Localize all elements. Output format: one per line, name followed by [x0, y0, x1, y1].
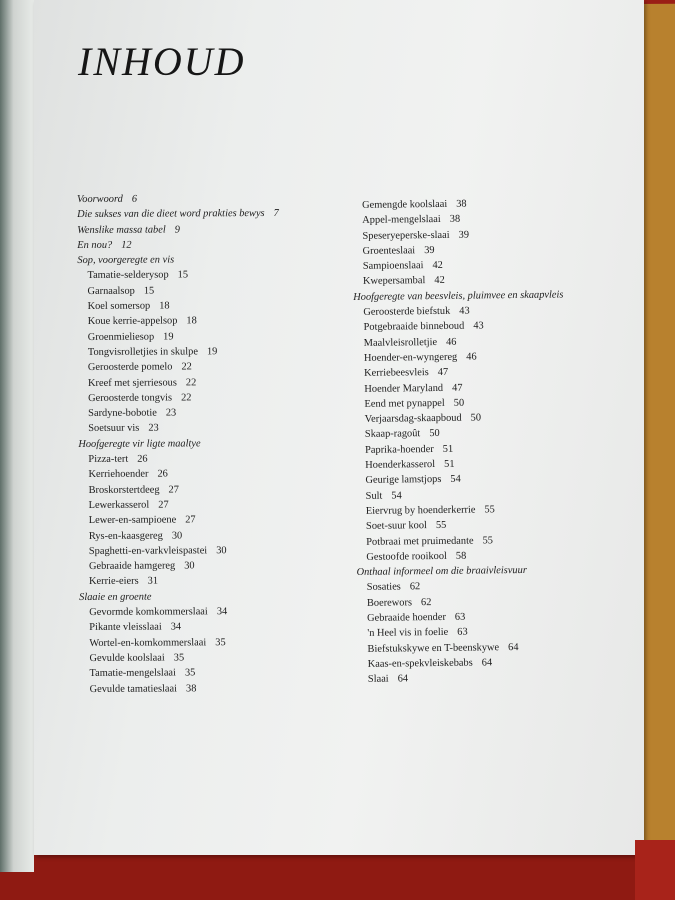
toc-entry-title: Geroosterde pomelo — [87, 361, 173, 374]
toc-page-number: 30 — [216, 545, 227, 557]
toc-page-number: 27 — [168, 484, 179, 496]
table-surface — [0, 855, 675, 900]
toc-entry-title: Gevulde koolslaai — [89, 652, 165, 664]
toc-entry-title: Gemengde koolslaai — [362, 198, 448, 211]
toc-page-number: 15 — [143, 285, 155, 297]
toc-entry-title: Skaap-ragoût — [364, 428, 421, 441]
toc-entry — [79, 573, 281, 589]
book-spine-edge — [0, 0, 34, 872]
toc-page-number: 55 — [435, 520, 447, 532]
toc-entry — [78, 375, 280, 391]
toc-page-number: 22 — [181, 392, 192, 404]
toc-entry-title: Lewerkasserol — [88, 499, 150, 511]
toc-page-number: 55 — [482, 534, 493, 546]
toc-page-number: 47 — [452, 382, 463, 394]
toc-entry-title: Die sukses van die dieet word prakties bewys — [77, 208, 265, 221]
toc-entry-title: Maalvleisrolletjie — [363, 336, 438, 349]
toc-page-number: 31 — [147, 576, 159, 588]
toc-page-number: 54 — [450, 474, 461, 486]
toc-entry — [79, 650, 281, 666]
toc-entry-title: Soet-suur kool — [365, 520, 427, 533]
toc-entry-title: Broskorstertdeeg — [88, 484, 160, 496]
toc-entry-title: Geroosterde biefstuk — [363, 305, 451, 318]
toc-page-number: 9 — [174, 224, 180, 236]
toc-entry-title: Appel-mengelslaai — [362, 214, 441, 227]
toc-entry-title: Tamatie-mengelslaai — [89, 667, 176, 680]
toc-page-number: 63 — [457, 626, 468, 639]
toc-page-number: 63 — [454, 611, 466, 623]
toc-entry-title: Hoofgeregte vir ligte maaltye — [78, 438, 201, 450]
toc-entry-title: Sop, voorgeregte en vis — [77, 254, 175, 267]
toc-entry — [78, 359, 280, 375]
toc-entry — [79, 527, 281, 543]
toc-section-heading — [77, 252, 279, 268]
toc-page-number: 42 — [434, 275, 445, 287]
toc-page-number: 26 — [137, 453, 148, 465]
toc-entry — [77, 267, 279, 283]
toc-entry-title: Hoofgeregte van beesvleis, pluimvee en skaapvleis — [353, 289, 564, 303]
toc-entry — [79, 665, 281, 681]
toc-page-number: 43 — [459, 305, 470, 317]
toc-page-number: 51 — [442, 443, 454, 455]
toc-entry-title: En nou? — [77, 239, 113, 251]
toc-page-number: 35 — [173, 652, 185, 664]
toc-page-number: 38 — [456, 198, 467, 210]
toc-entry-title: Sult — [365, 490, 383, 502]
toc-entry-title: Kwepersambal — [362, 275, 426, 288]
toc-section-heading — [77, 191, 279, 207]
toc-right-column — [352, 195, 568, 687]
toc-entry-title: Sardyne-bobotie — [88, 407, 157, 420]
toc-page-number: 62 — [420, 596, 432, 608]
toc-entry-title: Sosaties — [366, 581, 401, 594]
toc-page-number: 62 — [409, 581, 421, 593]
toc-entry-title: Rys-en-kaasgereg — [88, 530, 163, 542]
toc-page-number: 38 — [185, 682, 197, 694]
toc-entry-title: Lewer-en-sampioene — [88, 514, 177, 527]
toc-page-number: 18 — [159, 300, 170, 312]
toc-entry-title: Kerrie-eiers — [89, 576, 139, 588]
toc-page-number: 22 — [181, 361, 192, 373]
toc-page-number: 27 — [185, 514, 196, 526]
toc-entry-title: Speseryeperske-slaai — [362, 229, 450, 242]
toc-entry-title: Geurige lamstjops — [365, 474, 442, 487]
toc-entry-title: Paprika-hoender — [365, 443, 434, 456]
toc-entry-title: Slaai — [367, 673, 389, 686]
toc-page-number: 55 — [484, 504, 495, 516]
toc-entry-title: Potbraai met pruimedante — [366, 535, 474, 548]
toc-entry-title: Groenteslaai — [362, 245, 416, 257]
toc-page-number: 50 — [470, 412, 482, 424]
toc-page-number: 23 — [148, 423, 159, 435]
toc-entry-title: Kreef met sjerriesous — [87, 377, 177, 389]
toc-entry — [79, 543, 281, 559]
toc-page-number: 23 — [165, 407, 177, 419]
toc-section-heading — [77, 206, 279, 222]
toc-page-number: 50 — [429, 428, 440, 440]
toc-page-number: 15 — [177, 269, 189, 281]
toc-entry-title: 'n Heel vis in foelie — [367, 627, 449, 640]
toc-entry — [79, 512, 281, 528]
toc-entry-title: Gebraaide hamgereg — [88, 560, 176, 573]
toc-page-number: 50 — [453, 397, 465, 409]
toc-page-number: 51 — [444, 458, 455, 470]
toc-entry-title: Groenmieliesop — [87, 331, 155, 343]
toc-entry — [78, 405, 280, 421]
toc-page-number: 43 — [473, 320, 484, 332]
toc-page-number: 46 — [445, 336, 457, 348]
toc-left-column — [77, 191, 281, 697]
contents-page — [34, 0, 644, 855]
toc-page-number: 39 — [424, 244, 435, 257]
toc-page-number: 54 — [391, 490, 402, 502]
toc-page-number: 38 — [449, 213, 461, 226]
toc-entry-title: Koue kerrie-appelsop — [87, 315, 178, 328]
toc-entry-title: Gestoofde rooikool — [366, 550, 447, 563]
toc-page-number: 30 — [171, 529, 183, 542]
toc-entry-title: Gevormde komkommerslaai — [89, 606, 208, 618]
toc-page-number: 47 — [437, 367, 449, 379]
page-title: INHOUD — [78, 39, 246, 84]
toc-page-number: 39 — [458, 229, 470, 241]
toc-page-number: 42 — [432, 260, 443, 272]
toc-entry — [79, 604, 281, 620]
toc-section-heading — [78, 436, 280, 452]
toc-entry-title: Tongvisrolletjies in skulpe — [87, 346, 198, 358]
toc-page-number: 7 — [273, 208, 279, 220]
toc-entry — [78, 420, 280, 436]
toc-page-number: 18 — [186, 315, 197, 327]
toc-entry — [78, 451, 280, 467]
toc-section-heading — [79, 589, 281, 605]
toc-entry-title: Gevulde tamatieslaai — [89, 682, 178, 695]
toc-entry — [79, 635, 281, 651]
toc-entry-title: Pizza-tert — [88, 453, 129, 465]
toc-entry-title: Slaaie en groente — [79, 591, 152, 603]
toc-entry — [78, 313, 280, 329]
toc-entry — [78, 344, 280, 360]
toc-page-number: 30 — [184, 560, 195, 572]
toc-entry-title: Kaas-en-spekvleiskebabs — [367, 657, 473, 670]
toc-entry — [78, 329, 280, 345]
toc-entry-title: Garnaalsop — [87, 285, 135, 297]
toc-entry — [78, 390, 280, 406]
toc-page-number: 35 — [215, 636, 226, 648]
toc-entry-title: Potgebraaide binneboud — [363, 321, 465, 334]
toc-page-number: 22 — [185, 376, 197, 388]
toc-page-number: 64 — [397, 673, 409, 685]
toc-page-number: 34 — [216, 606, 228, 618]
toc-entry — [80, 680, 282, 696]
toc-entry-title: Kerriebeesvleis — [364, 367, 429, 380]
toc-entry-title: Pikante vleisslaai — [89, 621, 162, 634]
toc-page-number: 6 — [131, 193, 138, 205]
toc-entry — [79, 558, 281, 574]
toc-entry-title: Kerriehoender — [88, 468, 149, 481]
toc-entry-title: Spaghetti-en-varkvleispastei — [88, 545, 208, 557]
toc-entry-title: Wortel-en-komkommerslaai — [89, 636, 207, 649]
toc-page-number: 34 — [170, 621, 182, 633]
toc-entry-title: Eiervrug by hoenderkerrie — [365, 504, 476, 517]
toc-entry-title: Eend met pynappel — [364, 397, 445, 410]
toc-entry-title: Wenslike massa tabel — [77, 224, 166, 236]
background-corner — [635, 840, 675, 900]
toc-entry-title: Sampioenslaai — [362, 260, 424, 273]
toc-entry — [79, 482, 281, 498]
toc-entry — [78, 298, 280, 314]
toc-section-heading — [353, 287, 563, 305]
toc-page-number: 19 — [206, 346, 218, 358]
toc-entry — [77, 283, 279, 299]
toc-entry-title: Gebraaide hoender — [367, 611, 446, 624]
toc-page-number: 12 — [121, 239, 132, 251]
toc-entry-title: Geroosterde tongvis — [88, 392, 173, 404]
toc-entry-title: Boerewors — [366, 597, 413, 609]
toc-section-heading — [77, 237, 279, 253]
toc-page-number: 58 — [455, 550, 467, 562]
toc-entry — [358, 670, 568, 688]
toc-entry-title: Hoender-en-wyngereg — [363, 351, 458, 364]
toc-entry-title: Hoender Maryland — [364, 382, 444, 395]
toc-page-number: 27 — [158, 499, 169, 511]
toc-entry-title: Soetsuur vis — [88, 423, 140, 435]
toc-entry-title: Voorwoord — [77, 193, 123, 205]
toc-page-number: 64 — [508, 641, 519, 653]
toc-entry-title: Verjaarsdag-skaapboud — [364, 412, 462, 426]
toc-page-number: 35 — [184, 667, 196, 679]
toc-entry-title: Biefstukskywe en T-beenskywe — [367, 641, 500, 655]
toc-page-number: 64 — [481, 657, 493, 669]
toc-entry-title: Tamatie-selderysop — [87, 270, 169, 282]
toc-section-heading — [77, 222, 279, 238]
toc-entry-title: Onthaal informeel om die braaivleisvuur — [356, 565, 527, 579]
toc-entry-title: Koel somersop — [87, 300, 151, 313]
toc-entry — [78, 466, 280, 482]
toc-entry-title: Hoenderkasserol — [365, 459, 436, 471]
toc-page-number: 26 — [157, 468, 168, 480]
toc-page-number: 46 — [466, 351, 477, 363]
toc-entry — [79, 619, 281, 635]
toc-page-number: 19 — [163, 331, 174, 343]
toc-entry — [79, 497, 281, 513]
